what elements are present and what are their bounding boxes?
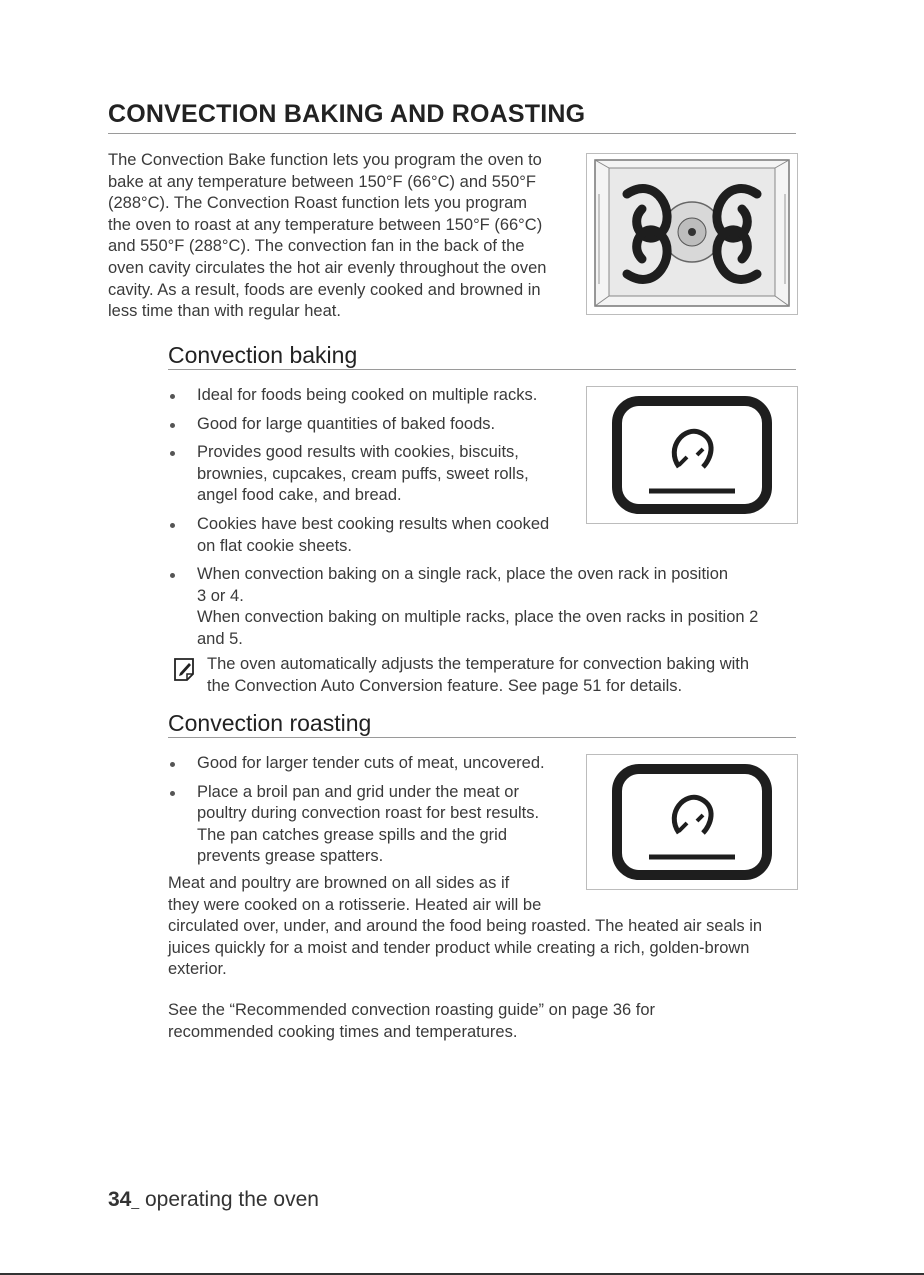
bullet-dot [170,762,175,767]
title-rule [108,133,796,134]
bullet-dot [170,791,175,796]
bullet-text: When convection baking on multiple racks, place the oven racks in position 2 [197,608,759,627]
roasting-line: juices quickly for a moist and tender product while creating a rich, golden-brown [168,938,750,957]
intro-line: and 550°F (288°C). The convection fan in the back of the [108,237,525,256]
roasting-line: Meat and poultry are browned on all sides as if [168,874,510,892]
roasting-paragraph [168,873,762,981]
intro-paragraph [108,150,546,323]
baking-heading-rule [168,369,796,370]
bullet-text: Ideal for foods being cooked on multiple racks. [197,386,538,404]
roasting-line: circulated over, under, and around the food being roasted. The heated air seals in [168,917,763,936]
convection-bake-image [586,386,798,524]
reference-line: recommended cooking times and temperatures. [168,1022,518,1041]
roasting-heading: Convection roasting [168,710,372,736]
bullet-dot [170,423,175,428]
intro-line: less time than with regular heat. [108,302,341,321]
bullet-text: Place a broil pan and grid under the meat or [197,782,519,801]
intro-line: (288°C). The Convection Roast function lets you program [108,194,528,213]
bullet-text: on flat cookie sheets. [197,536,353,555]
bullet-dot [170,523,175,528]
list-item [168,782,578,868]
list-item [168,564,808,650]
footer-section: operating the oven [139,1188,319,1211]
bullet-text: and 5. [197,629,243,648]
oven-interior-image [586,153,798,315]
page-footer [108,1188,319,1212]
bullet-text: poultry during convection roast for best results. [197,804,540,823]
bullet-text: prevents grease spatters. [197,847,384,866]
bullet-dot [170,451,175,456]
intro-line: the oven to roast at any temperature between 150°F (66°C) [108,215,543,234]
note-line: The oven automatically adjusts the temperature for convection baking with [207,655,750,673]
reference-paragraph [168,1000,655,1043]
intro-line: bake at any temperature between 150°F (66°C) and 550°F [108,172,536,191]
roasting-line: exterior. [168,960,227,979]
list-item [168,753,578,775]
roasting-bullet-list [168,753,578,875]
footer-separator: _ [131,1193,140,1209]
roasting-line: they were cooked on a rotisserie. Heated air will be [168,895,542,914]
bullet-text: Good for large quantities of baked foods. [197,414,496,433]
intro-line: cavity. As a result, foods are evenly cooked and browned in [108,280,541,299]
convection-fan-symbol-icon [587,755,797,889]
bullet-dot [170,394,175,399]
baking-heading: Convection baking [168,342,358,368]
oven-fan-illustration-icon [587,154,797,314]
bullet-text: angel food cake, and bread. [197,486,402,505]
roasting-heading-rule [168,737,796,738]
convection-roast-image [586,754,798,890]
note-icon [173,656,197,682]
convection-fan-symbol-icon [587,387,797,523]
bullet-text: Provides good results with cookies, biscuits, [197,443,519,462]
intro-line: oven cavity circulates the hot air evenly throughout the oven [108,258,547,277]
intro-line: The Convection Bake function lets you program the oven to [108,151,542,169]
bullet-text: Good for larger tender cuts of meat, uncovered. [197,754,545,772]
reference-line: See the “Recommended convection roasting guide” on page 36 for [168,1001,656,1019]
note-text [207,654,749,697]
bullet-text: brownies, cupcakes, cream puffs, sweet rolls, [197,464,529,483]
page-title: CONVECTION BAKING AND ROASTING [108,100,586,128]
bullet-text: When convection baking on a single rack, place the oven rack in position [197,565,729,584]
bullet-text: The pan catches grease spills and the grid [197,825,508,844]
note-line: the Convection Auto Conversion feature. See page 51 for details. [207,676,683,695]
bullet-dot [170,573,175,578]
page-number: 34 [108,1188,132,1211]
bullet-text: Cookies have best cooking results when cooked [197,514,550,533]
bullet-text: 3 or 4. [197,586,244,605]
